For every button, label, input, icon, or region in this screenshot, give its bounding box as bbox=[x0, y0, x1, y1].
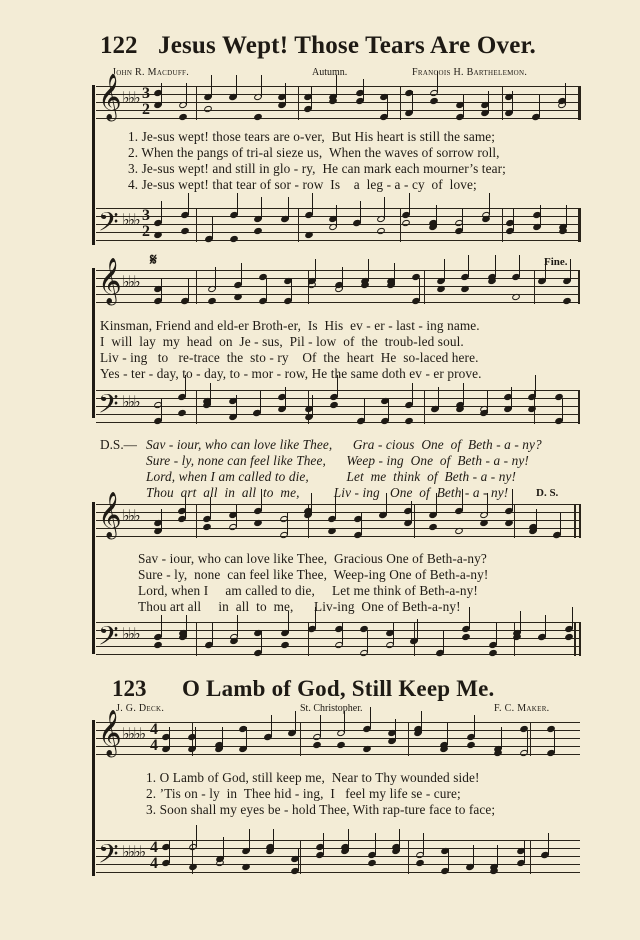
verse-line: Thou art all in all to me, Liv-ing One of Beth-a-ny! bbox=[138, 599, 461, 614]
key-signature-icon: ♭♭♭ bbox=[122, 88, 139, 107]
note-stem bbox=[570, 259, 571, 281]
note-stem bbox=[497, 845, 498, 867]
verse-line: 2. ’Tis on - ly in Thee hid - ing, I feel my life se - cure; bbox=[146, 786, 461, 801]
note-stem bbox=[237, 193, 238, 215]
note-stem bbox=[474, 715, 475, 737]
note-stem bbox=[519, 255, 520, 277]
ds-mark: D. S. bbox=[536, 487, 559, 499]
key-signature-icon: ♭♭♭♭ bbox=[122, 724, 145, 743]
note-stem bbox=[419, 279, 420, 301]
note-stem bbox=[186, 83, 187, 105]
system-brace bbox=[92, 268, 95, 418]
hymn-number: 123 bbox=[112, 676, 147, 701]
note-stem bbox=[241, 263, 242, 285]
note-stem bbox=[211, 75, 212, 97]
note-stem bbox=[384, 197, 385, 219]
system-brace bbox=[92, 85, 95, 245]
note-stem bbox=[462, 489, 463, 511]
key-signature-icon: ♭♭♭♭ bbox=[122, 842, 145, 861]
key-signature-icon: ♭♭♭ bbox=[122, 506, 139, 525]
bass-clef-icon: 𝄢 bbox=[98, 206, 119, 244]
note-stem bbox=[566, 205, 567, 227]
system-brace bbox=[92, 502, 95, 654]
treble-clef-icon: 𝄞 bbox=[98, 74, 122, 120]
note-stem bbox=[489, 193, 490, 215]
key-signature-icon: ♭♭♭ bbox=[122, 392, 139, 411]
verse-line: Yes - ter - day, to - day, to - mor - row, He the same doth ev - er prove. bbox=[100, 366, 482, 381]
key-signature-icon: ♭♭♭ bbox=[122, 624, 139, 643]
note-stem bbox=[375, 833, 376, 855]
verse-line: Kinsman, Friend and eld-er Broth-er, Is His ev - er - last - ing name. bbox=[100, 318, 480, 333]
hymn-title: Jesus Wept! Those Tears Are Over. bbox=[158, 32, 536, 59]
note-stem bbox=[161, 201, 162, 223]
treble-clef-icon: 𝄞 bbox=[98, 492, 122, 538]
treble-clef-icon: 𝄞 bbox=[98, 258, 122, 304]
ds-prefix: D.S.— bbox=[100, 437, 137, 452]
verse-line: I will lay my head on Je - sus, Pil - low of the troub-led soul. bbox=[100, 334, 464, 349]
note-stem bbox=[444, 259, 445, 281]
note-stem bbox=[336, 75, 337, 97]
note-stem bbox=[335, 497, 336, 519]
note-stem bbox=[368, 259, 369, 281]
note-stem bbox=[572, 607, 573, 629]
note-stem bbox=[423, 833, 424, 855]
note-stem bbox=[447, 723, 448, 745]
verse-line: 3. Soon shall my eyes be - hold Thee, With rap-ture face to face; bbox=[146, 802, 496, 817]
note-stem bbox=[261, 75, 262, 97]
verse-line: 2. When the pangs of tri-al sieze us, When the waves of sorrow roll, bbox=[128, 145, 500, 160]
note-stem bbox=[370, 707, 371, 729]
note-stem bbox=[496, 623, 497, 645]
note-stem bbox=[501, 727, 502, 749]
system-brace bbox=[92, 720, 95, 876]
note-stem bbox=[487, 493, 488, 515]
note-stem bbox=[412, 383, 413, 405]
verse-line: 3. Je-sus wept! and still in glo - ry, He can mark each mourner’s tear; bbox=[128, 161, 506, 176]
note-stem bbox=[161, 615, 162, 637]
note-stem bbox=[210, 497, 211, 519]
hymn-number: 122 bbox=[100, 32, 138, 59]
time-signature: 3 2 bbox=[142, 85, 150, 118]
note-stem bbox=[437, 71, 438, 93]
note-stem bbox=[188, 193, 189, 215]
note-stem bbox=[436, 493, 437, 515]
segno-icon: 𝄋 bbox=[150, 252, 157, 269]
author-credit: John R. Macduff. bbox=[112, 67, 190, 78]
note-stem bbox=[312, 193, 313, 215]
author-credit: J. G. Deck. bbox=[116, 703, 165, 714]
note-stem bbox=[223, 837, 224, 859]
note-stem bbox=[266, 279, 267, 301]
note-stem bbox=[367, 631, 368, 653]
note-stem bbox=[237, 615, 238, 637]
verse-line: Liv - ing to re-trace the sto - ry Of the heart He so-laced here. bbox=[100, 350, 479, 365]
treble-clef-icon: 𝄞 bbox=[98, 710, 122, 756]
ds-line: Thou art all in all to me, Liv - ing One of Beth - a - ny! bbox=[146, 485, 509, 500]
tune-name: Autumn. bbox=[312, 67, 348, 78]
note-stem bbox=[469, 607, 470, 629]
verse-line: 4. Je-sus wept! that tear of sor - row Is a leg - a - cy of love; bbox=[128, 177, 477, 192]
note-stem bbox=[562, 399, 563, 421]
note-stem bbox=[261, 489, 262, 511]
verse-line: 1. O Lamb of God, still keep me, Near to Thy wounded side! bbox=[146, 770, 480, 785]
note-stem bbox=[288, 611, 289, 633]
ds-line: Sav - iour, who can love like Thee, Gra - cious One of Beth - a - ny? bbox=[146, 437, 542, 452]
verse-line: Sav - iour, who can love like Thee, Gracious One of Beth-a-ny? bbox=[138, 551, 487, 566]
ds-line: Lord, when I am called to die, Let me think of Beth - a - ny! bbox=[146, 469, 517, 484]
tune-name: St. Christopher. bbox=[300, 703, 363, 714]
note-stem bbox=[527, 731, 528, 753]
note-stem bbox=[337, 375, 338, 397]
verse-line: 1. Je-sus wept! those tears are o-ver, But His heart is still the same; bbox=[128, 129, 496, 144]
bass-clef-icon: 𝄢 bbox=[98, 388, 119, 426]
fine-mark: Fine. bbox=[544, 256, 568, 268]
time-signature: 3 2 bbox=[142, 207, 150, 240]
note-stem bbox=[409, 193, 410, 215]
note-stem bbox=[495, 255, 496, 277]
key-signature-icon: ♭♭♭ bbox=[122, 210, 139, 229]
note-stem bbox=[512, 489, 513, 511]
verse-line: Sure - ly, none can feel like Thee, Weep-ing One of Beth-a-ny! bbox=[138, 567, 489, 582]
note-stem bbox=[535, 375, 536, 397]
note-stem bbox=[249, 829, 250, 851]
note-stem bbox=[185, 375, 186, 397]
bass-clef-icon: 𝄢 bbox=[98, 838, 119, 876]
note-stem bbox=[520, 611, 521, 633]
composer-credit: Francois H. Barthelemon. bbox=[412, 67, 528, 78]
note-stem bbox=[463, 383, 464, 405]
hymn-title: O Lamb of God, Still Keep Me. bbox=[182, 676, 495, 701]
note-stem bbox=[261, 197, 262, 219]
ds-line: Sure - ly, none can feel like Thee, Weep - ing One of Beth - a - ny! bbox=[146, 453, 529, 468]
note-stem bbox=[196, 825, 197, 847]
note-stem bbox=[215, 267, 216, 289]
note-stem bbox=[315, 259, 316, 281]
time-signature: 4 4 bbox=[150, 839, 158, 872]
key-signature-icon: ♭♭♭ bbox=[122, 272, 139, 291]
bass-clef-icon: 𝄢 bbox=[98, 620, 119, 658]
verse-line: Lord, when I am called to die, Let me think of Beth-a-ny! bbox=[138, 583, 478, 598]
note-stem bbox=[344, 711, 345, 733]
note-stem bbox=[554, 731, 555, 753]
note-stem bbox=[468, 255, 469, 277]
note-stem bbox=[320, 715, 321, 737]
composer-credit: F. C. Maker. bbox=[494, 703, 550, 714]
time-signature: 4 4 bbox=[150, 721, 158, 754]
